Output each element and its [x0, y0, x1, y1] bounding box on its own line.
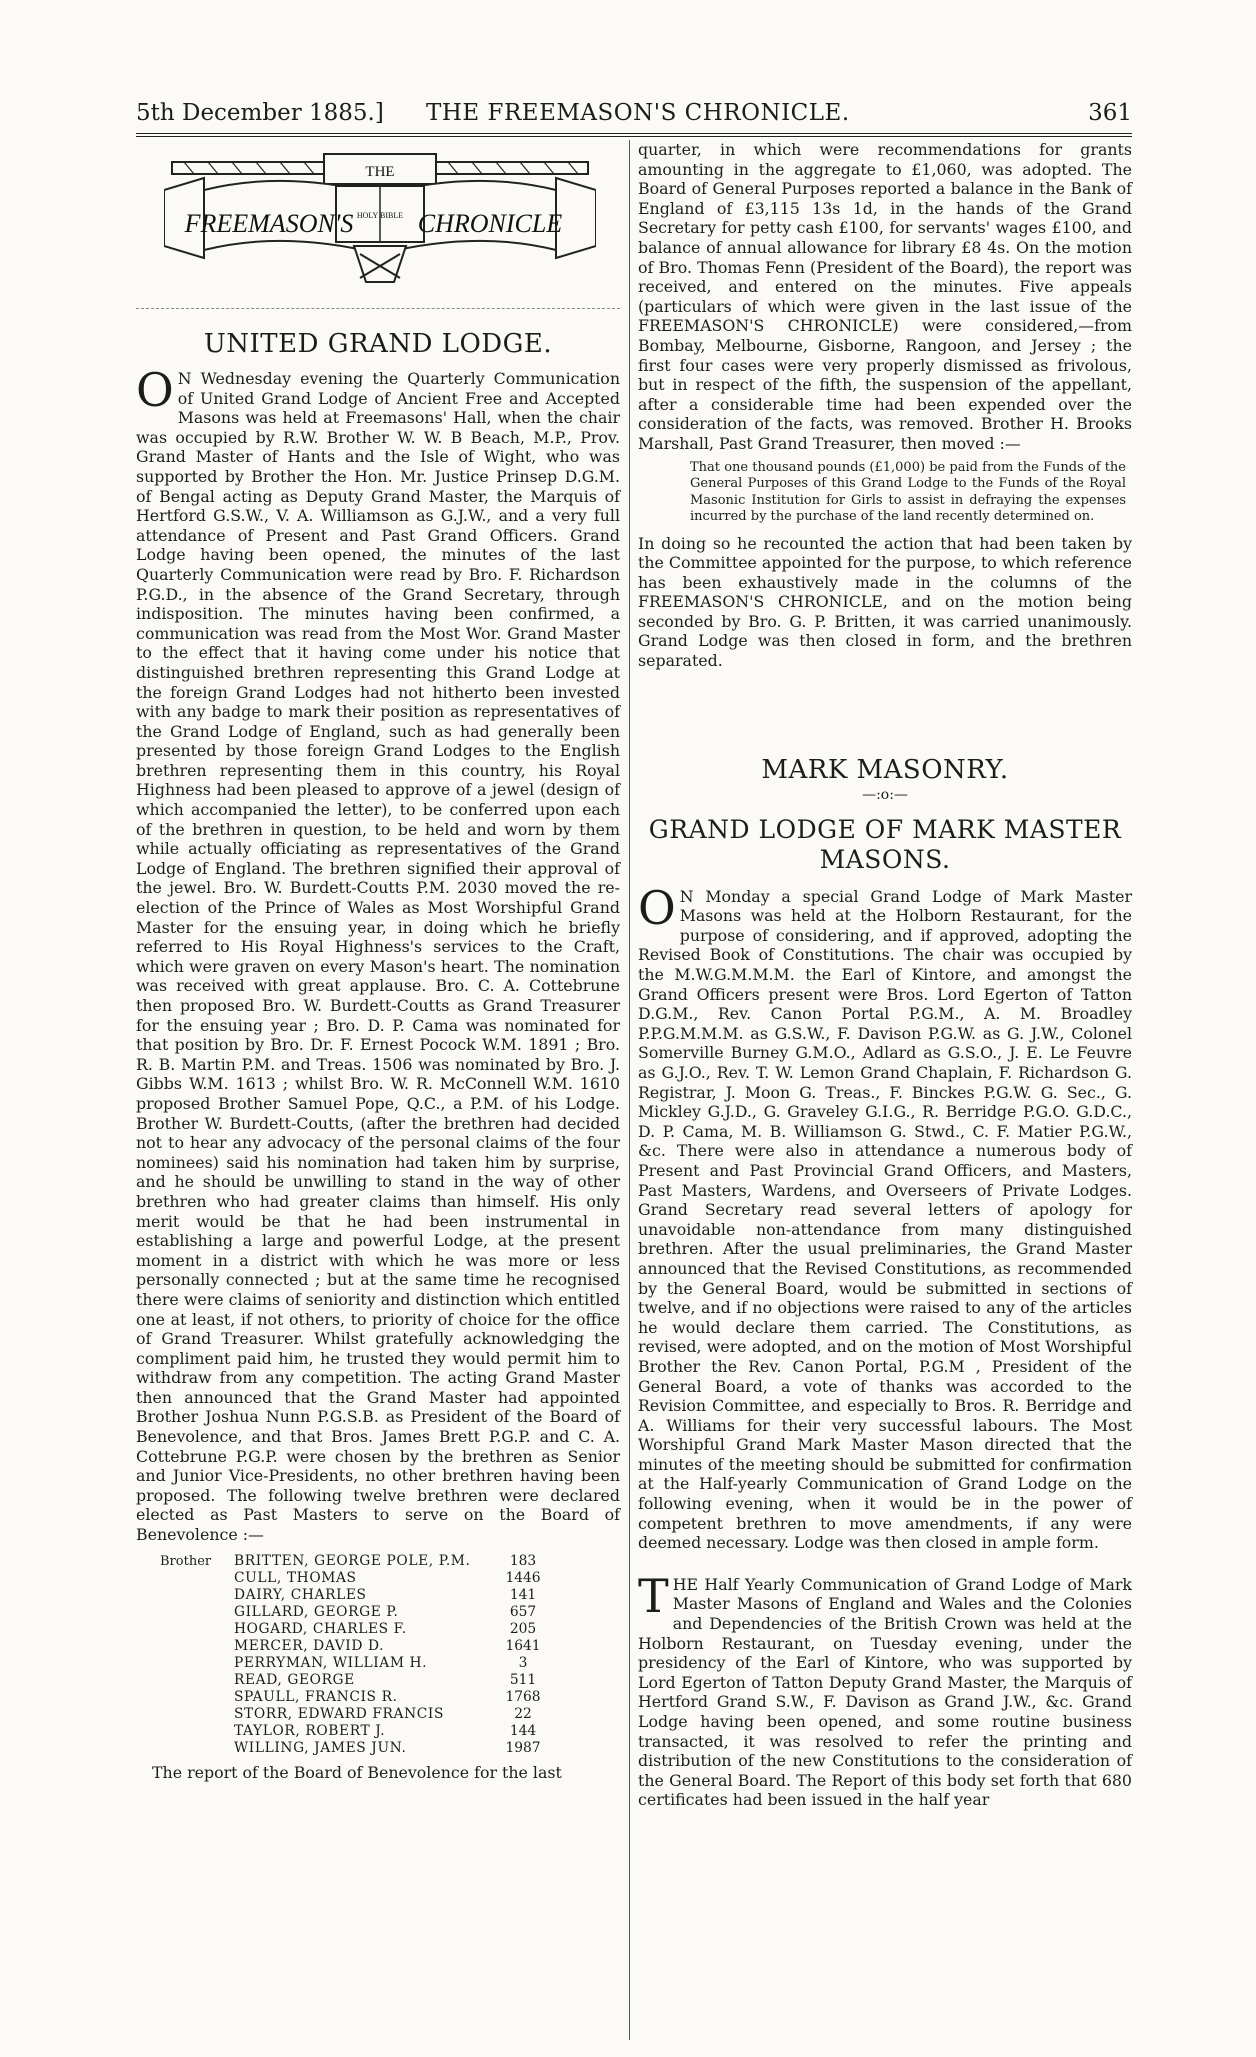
page-header — [136, 100, 1132, 134]
nominee-prefix — [156, 1723, 230, 1740]
masthead-chronicle: CHRONICLE — [417, 209, 563, 238]
nominee-name: CULL, THOMAS — [234, 1569, 357, 1586]
nominee-name: SPAULL, FRANCIS R. — [234, 1688, 398, 1705]
nominee-name: DAIRY, CHARLES — [234, 1586, 367, 1603]
header-rule — [136, 133, 1132, 134]
nominee-name: BRITTEN, GEORGE POLE, P.M. — [234, 1552, 471, 1569]
masthead-logo — [136, 150, 620, 300]
nominee-lodge-number: 183 — [509, 1552, 537, 1569]
dropcap-o-2: O — [638, 880, 676, 935]
nominee-lodge-number: 22 — [514, 1705, 532, 1722]
nominee-prefix — [156, 1621, 230, 1638]
header-date: 5th December 1885.] — [136, 100, 384, 126]
nominee-lodge-number: 1641 — [505, 1637, 541, 1654]
ugl-paragraph-1-text: N Wednesday evening the Quarterly Communication of United Grand Lodge of Ancient Free and Accepted Masons was held at Freemasons' Hall, when the chair was occupied by R.W. Brother W. W. B Beach, M.P., Prov. Grand Master of Hants and the Isle of Wight, who was supported by Brother the Hon. Mr. Justice Prinsep D.G.M. of Bengal acting as Deputy Grand Master, the Marquis of Hertford G.S.W., V. A. Williamson as G.J.W., and a very full attendance of Present and Past Grand Officers. Grand Lodge having been opened, the minutes of the last Quarterly Communication were read by Bro. F. Richardson P.G.D., in the absence of the Grand Secretary, through indisposition. The minutes having been confirmed, a communication was read from the Most Wor. Grand Master to the effect that it having come under his notice that distinguished brethren representing this Grand Lodge at the foreign Grand Lodges had not hitherto been invested with any badge to mark their position as representatives of the Grand Lodge of England, such as had generally been presented by those foreign Grand Lodges to the English brethren representing them in this country, his Royal Highness had been pleased to approve of a jewel (design of which accompanied the letter), to be conferred upon each of the brethren in question, to be held and worn by them while actually officiating as representatives of the Grand Lodge of England. The brethren signified their approval of the jewel. Bro. W. Burdett-Coutts P.M. 2030 moved the re-election of the Prince of Wales as Most Worshipful Grand Master for the ensuing year, in doing which he briefly referred to His Royal Highness's services to the Craft, which were graven on every Mason's heart. The nomination was received with great applause. Bro. C. A. Cottebrune then proposed Bro. W. Burdett-Coutts as Grand Treasurer for the ensuing year ; Bro. D. P. Cama was nominated for that position by Bro. Dr. F. Ernest Pocock W.M. 1891 ; Bro. R. B. Martin P.M. and Treas. 1506 was nominated by Bro. J. Gibbs W.M. 1613 ; whilst Bro. W. R. McConnell W.M. 1610 proposed Brother Samuel Pope, Q.C., a P.M. of his Lodge. Brother W. Burdett-Coutts, (after the brethren had decided not to hear any advocacy of the personal claims of the four nominees) said his nomination had taken him by surprise, and he should be unwilling to stand in the way of other brethren who had greater claims than himself. His only merit would be that he had been instrumental in establishing a large and powerful Lodge, at the present moment in a district with which he was more or less personally connected ; but at the same time he recognised there were claims of seniority and distinction which entitled one at least, if not others, to priority of choice for the office of Grand Treasurer. Whilst gratefully acknowledging the compliment paid him, he trusted they would permit him to withdraw from any competition. The acting Grand Master then announced that the Grand Master had appointed Brother Joshua Nunn P.G.S.B. as President of the Board of Benevolence, and that Bros. James Brett P.G.P. and C. A. Cottebrune P.G.P. were chosen by the brethren as Senior and Junior Vice-Presidents, no other brethren having been proposed. The following twelve brethren were declared elected as Past Masters to serve on the Board of Benevolence :— — [136, 369, 620, 1545]
nominee-row — [156, 1553, 558, 1570]
newspaper-page — [136, 0, 1132, 2057]
nominee-row — [156, 1740, 558, 1757]
nominee-name: WILLING, JAMES JUN. — [234, 1739, 407, 1756]
mark-paragraph-1 — [638, 880, 1132, 1553]
masthead-rule — [136, 308, 620, 309]
heading-grand-lodge-mark-master: GRAND LODGE OF MARK MASTER MASONS. — [648, 814, 1122, 874]
ugl-closing-paragraph: In doing so he recounted the action that had been taken by the Committee appointed for the purpose, to which reference has been exhaustively made in the columns of the FREEMASON'S CHRONICLE, and on the motion being seconded by Bro. G. P. Britten, it was carried unanimously. Grand Lodge was then closed in form, and the brethren separated. — [638, 533, 1132, 671]
nominee-prefix — [156, 1604, 230, 1621]
right-column — [638, 140, 1132, 1810]
heading-united-grand-lodge: UNITED GRAND LODGE. — [203, 329, 553, 359]
nominee-name: PERRYMAN, WILLIAM H. — [234, 1654, 428, 1671]
nominee-prefix — [156, 1740, 230, 1757]
header-title: THE FREEMASON'S CHRONICLE. — [426, 100, 850, 126]
section-separator: —:o:— — [862, 786, 908, 803]
mark-paragraph-2 — [638, 1568, 1132, 1810]
nominee-name: GILLARD, GEORGE P. — [234, 1603, 399, 1620]
masthead-freemasons: FREEMASON'S — [184, 209, 354, 238]
nominee-name: READ, GEORGE — [234, 1671, 355, 1688]
left-column — [136, 150, 620, 1782]
column-divider — [629, 140, 630, 2040]
nominee-row — [156, 1621, 558, 1638]
nominee-prefix: Brother — [160, 1553, 212, 1569]
nominee-row — [156, 1587, 558, 1604]
masthead-the: THE — [365, 164, 395, 180]
nominee-row — [156, 1570, 558, 1587]
nominee-lodge-number: 3 — [518, 1654, 528, 1671]
header-rule-double — [136, 136, 1132, 137]
nominee-name: STORR, EDWARD FRANCIS — [234, 1705, 444, 1722]
nominee-prefix — [156, 1587, 230, 1604]
ugl-paragraph-last: The report of the Board of Benevolence for the last — [152, 1762, 562, 1782]
heading-mark-masonry: MARK MASONRY. — [761, 754, 1009, 785]
nominee-name: MERCER, DAVID D. — [234, 1637, 385, 1654]
nominee-lodge-number: 1446 — [505, 1569, 541, 1586]
header-page-number: 361 — [1088, 100, 1132, 126]
nominee-prefix — [156, 1570, 230, 1587]
nominee-name: HOGARD, CHARLES F. — [234, 1620, 407, 1637]
nominee-lodge-number: 144 — [509, 1722, 537, 1739]
resolution-text: That one thousand pounds (£1,000) be paid from the Funds of the General Purposes of this Grand Lodge to the Funds of the Royal Masonic Institution for Girls to assist in defraying the expenses incurred by the purchase of the land recently determined on. — [690, 459, 1126, 524]
nominee-row — [156, 1655, 558, 1672]
nominee-name: TAYLOR, ROBERT J. — [234, 1722, 386, 1739]
nominee-prefix — [156, 1638, 230, 1655]
nominee-row — [156, 1689, 558, 1706]
mark-paragraph-1-text: N Monday a special Grand Lodge of Mark Master Masons was held at the Holborn Restaurant, for the purpose of considering, and if approved, adopting the Revised Book of Constitutions. The chair was occupied by the M.W.G.M.M.M. the Earl of Kintore, and amongst the Grand Officers present were Bros. Lord Egerton of Tatton D.G.M., Rev. Canon Portal P.G.M., A. M. Broadley P.P.G.M.M.M. as G.S.W., F. Davison P.G.W. as G. J.W., Colonel Somerville Burney G.M.O., Adlard as G.S.O., J. E. Le Feuvre as G.J.O., Rev. T. W. Lemon Grand Chaplain, F. Richardson G. Registrar, J. Moon G. Treas., F. Binckes P.G.W. G. Sec., G. Mickley G.J.D., G. Graveley G.I.G., R. Berridge P.G.O. G.D.C., D. P. Cama, M. B. Williamson G. Stwd., C. F. Matier P.G.W., &c. There were also in attendance a numerous body of Present and Past Provincial Grand Officers, and Masters, Past Masters, Wardens, and Overseers of Private Lodges. Grand Secretary read several letters of apology for unavoidable non-attendance from many distinguished brethren. After the usual preliminaries, the Grand Master announced that the Revised Constitutions, as recommended by the General Board, would be submitted in sections of twelve, and if no objections were raised to any of the articles he would declare them carried. The Constitutions, as revised, were adopted, and on the motion of Most Worshipful Brother the Rev. Canon Portal, P.G.M , President of the General Board, a vote of thanks was accorded to the Revision Committee, and especially to Bros. R. Berridge and A. Williams for their very successful labours. The Most Worshipful Grand Mark Master Mason directed that the minutes of the meeting should be submitted for confirmation at the Half-yearly Communication of Grand Lodge on the following evening, when it would be in the power of competent brethren to move amendments, if any were deemed necessary. Lodge was then closed in ample form. — [638, 886, 1132, 1553]
nominee-lodge-number: 657 — [509, 1603, 537, 1620]
nominee-row — [156, 1723, 558, 1740]
nominee-row — [156, 1672, 558, 1689]
nominee-row — [156, 1638, 558, 1655]
nominee-prefix — [156, 1672, 230, 1689]
ugl-continuation-paragraph: quarter, in which were recommendations for grants amounting in the aggregate to £1,060, was adopted. The Board of General Purposes reported a balance in the Bank of England of £3,115 13s 1d, in the hands of the Grand Secretary for petty cash £100, for servants' wages £100, and balance of annual allowance for library £8 4s. On the motion of Bro. Thomas Fenn (President of the Board), the report was received, and entered on the minutes. Five appeals (particulars of which were given in the last issue of the FREEMASON'S CHRONICLE) were considered,—from Bombay, Melbourne, Gisborne, Rangoon, and Jersey ; the first four cases were very properly dismissed as frivolous, but in respect of the fifth, the suspension of the appellant, after a considerable time had been expended over the consideration of the facts, was removed. Brother H. Brooks Marshall, Past Grand Treasurer, then moved :— — [638, 140, 1132, 453]
nominee-lodge-number: 511 — [509, 1671, 537, 1688]
dropcap-t: T — [638, 1568, 669, 1623]
nominee-row — [156, 1604, 558, 1621]
nominee-lodge-number: 205 — [509, 1620, 537, 1637]
paragraph-gap — [638, 1553, 1132, 1575]
nominee-prefix — [156, 1706, 230, 1723]
nominee-lodge-number: 1768 — [505, 1688, 541, 1705]
nominee-lodge-number: 1987 — [505, 1739, 541, 1756]
nominee-prefix — [156, 1655, 230, 1672]
masthead-emblem-icon — [164, 150, 596, 290]
ugl-paragraph-1 — [136, 363, 620, 1545]
nominees-table — [156, 1553, 558, 1757]
masthead-holy-bible: HOLY BIBLE — [356, 211, 404, 220]
dropcap-o: O — [136, 363, 174, 417]
nominee-prefix — [156, 1689, 230, 1706]
nominee-lodge-number: 141 — [509, 1586, 537, 1603]
nominee-row — [156, 1706, 558, 1723]
mark-paragraph-2-text: HE Half Yearly Communication of Grand Lodge of Mark Master Masons of England and Wales and the Colonies and Dependencies of the British Crown was held at the Holborn Restaurant, on Tuesday evening, under the presidency of the Earl of Kintore, who was supported by Lord Egerton of Tatton Deputy Grand Master, the Marquis of Hertford Grand S.W., F. Davison as Grand J.W., &c. Grand Lodge having been opened, and some routine business transacted, it was resolved to refer the printing and distribution of the new Constitutions to the consideration of the General Board. The Report of this body set forth that 680 certificates had been issued in the half year — [638, 1574, 1132, 1810]
